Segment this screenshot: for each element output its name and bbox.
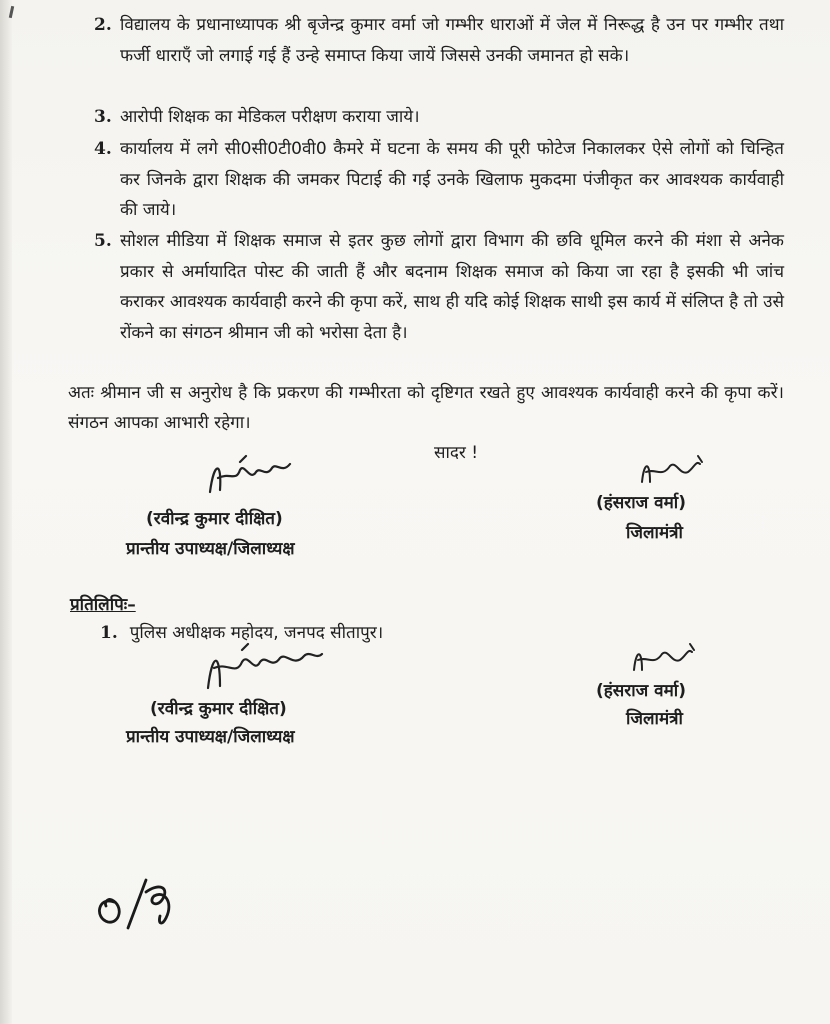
request-paragraph: अतः श्रीमान जी स अनुरोध है कि प्रकरण की गम्भीरता को दृष्टिगत रखते हुए आवश्यक कार्यवाही करने की कृपा करें। संगठन आपका आभारी रहेगा। <box>68 383 784 433</box>
signature-left-2 <box>198 640 328 696</box>
copy-item-text: पुलिस अधीक्षक महोदय, जनपद सीतापुर। <box>129 623 384 643</box>
list-item <box>94 226 784 348</box>
item-number: 4. <box>94 139 112 159</box>
copy-item-number: 1. <box>100 623 118 643</box>
signatory-name-left-2: (रवीन्द्र कुमार दीक्षित) <box>150 699 287 719</box>
page-fold-shadow <box>0 0 12 1024</box>
signatory-name-right-2: (हंसराज वर्मा) <box>596 681 686 701</box>
list-item <box>94 134 784 226</box>
list-item <box>94 10 784 102</box>
item-text: आरोपी शिक्षक का मेडिकल परीक्षण कराया जाये। <box>120 107 420 127</box>
signatory-name-left: (रवीन्द्र कुमार दीक्षित) <box>146 509 283 529</box>
handwritten-initials <box>84 862 194 942</box>
item-number: 5. <box>94 231 112 251</box>
signatory-title-left: प्रान्तीय उपाध्यक्ष/जिलाध्यक्ष <box>126 539 295 559</box>
list-item <box>94 102 784 134</box>
signature-left-1 <box>200 452 300 502</box>
copy-heading: प्रतिलिपिः– <box>70 595 136 615</box>
signatory-name-right: (हंसराज वर्मा) <box>596 493 686 513</box>
item-text: कार्यालय में लगे सी0सी0टी0वी0 कैमरे में घटना के समय की पूरी फोटेज निकालकर ऐसे लोगों को चिन्हित कर जिनके द्वारा शिक्षक की जमकर पिटाई की गई उनके खिलाफ मुकदमा पंजीकृत कर आवश्यक कार्यवाही की जाये। <box>120 139 784 220</box>
signature-right-2 <box>628 640 708 680</box>
item-number: 2. <box>94 15 112 35</box>
item-number: 3. <box>94 107 112 127</box>
item-text: विद्यालय के प्रधानाध्यापक श्री बृजेन्द्र कुमार वर्मा जो गम्भीर धाराओं में जेल में निरूद्ध है उन पर गम्भीर तथा फर्जी धाराएँ जो लगाई गई हैं उन्हे समाप्त किया जायें जिससे उनकी जमानत हो सके। <box>120 15 784 66</box>
signature-right-1 <box>636 452 716 492</box>
demands-list <box>94 10 784 348</box>
closing-salutation: सादर ! <box>434 443 479 463</box>
signatory-title-right-2: जिलामंत्री <box>626 709 683 729</box>
signatory-title-left-2: प्रान्तीय उपाध्यक्ष/जिलाध्यक्ष <box>126 727 295 747</box>
signatory-title-right: जिलामंत्री <box>626 523 683 543</box>
item-text: सोशल मीडिया में शिक्षक समाज से इतर कुछ लोगों द्वारा विभाग की छवि धूमिल करने की मंशा से अनेक प्रकार से अर्मायादित पोस्ट की जाती हैं और बदनाम शिक्षक समाज को किया जा रहा है इसकी भी जांच कराकर आवश्यक कार्यवाही करने की कृपा करें, साथ ही यदि कोई शिक्षक साथी इस कार्य में संलिप्त है तो उसे रोंकने का संगठन श्रीमान जी को भरोसा देता है। <box>120 231 784 343</box>
